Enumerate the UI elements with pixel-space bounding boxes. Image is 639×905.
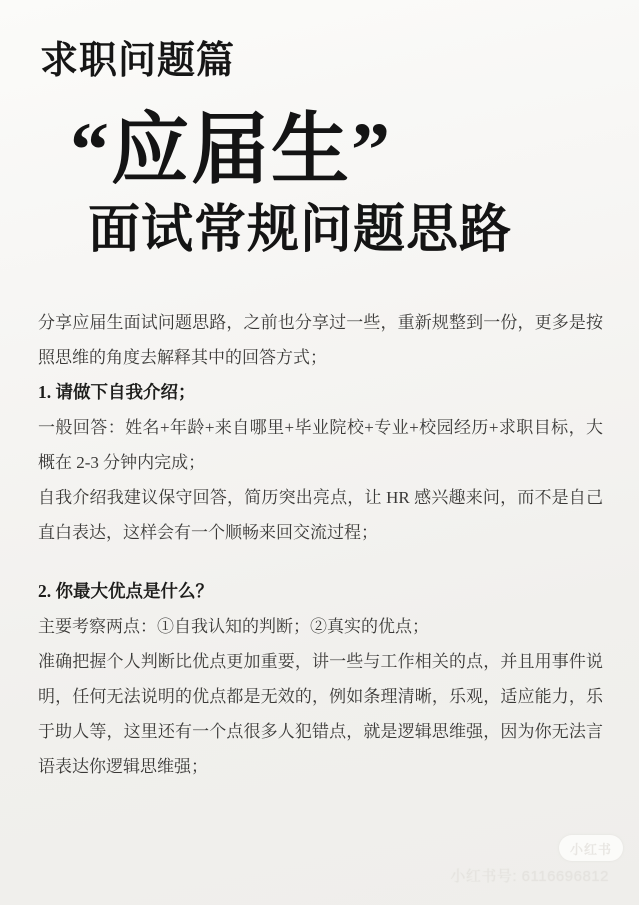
section-2-paragraph-2: 准确把握个人判断比优点更加重要，讲一些与工作相关的点，并且用事件说明，任何无法说明的优点都是无效的，例如条理清晰，乐观，适应能力，乐于助人等，这里还有一个点很多人犯错点，就是逻辑思维强，因为你无法言语表达你逻辑思维强； bbox=[38, 651, 603, 776]
main-title-line1: “应届生” bbox=[70, 105, 393, 193]
main-title bbox=[0, 106, 639, 261]
section-1-paragraph-2: 自我介绍我建议保守回答，简历突出亮点，让 HR 感兴趣来问，而不是自己直白表达，这样会有一个顺畅来回交流过程； bbox=[38, 487, 603, 542]
xiaohongshu-user-id: 小红书号: 6116696812 bbox=[450, 868, 609, 885]
intro-paragraph: 分享应届生面试问题思路，之前也分享过一些，重新规整到一份，更多是按照思维的角度去解释其中的回答方式； bbox=[38, 312, 603, 367]
xiaohongshu-watermark bbox=[450, 835, 623, 886]
section-2-paragraph-1: 主要考察两点：①自我认知的判断；②真实的优点； bbox=[38, 616, 429, 636]
xiaohongshu-logo-badge: 小红书 bbox=[559, 835, 623, 861]
section-1-paragraph-1: 一般回答：姓名+年龄+来自哪里+毕业院校+专业+校园经历+求职目标，大概在 2-3 分钟内完成； bbox=[38, 417, 603, 472]
section-2-heading: 2. 你最大优点是什么？ bbox=[38, 580, 213, 601]
section-1-heading: 1. 请做下自我介绍； bbox=[38, 381, 196, 402]
main-title-line2: 面试常规问题思路 bbox=[88, 202, 513, 260]
series-title: 求职问题篇 bbox=[40, 40, 236, 82]
article-body bbox=[38, 305, 603, 784]
